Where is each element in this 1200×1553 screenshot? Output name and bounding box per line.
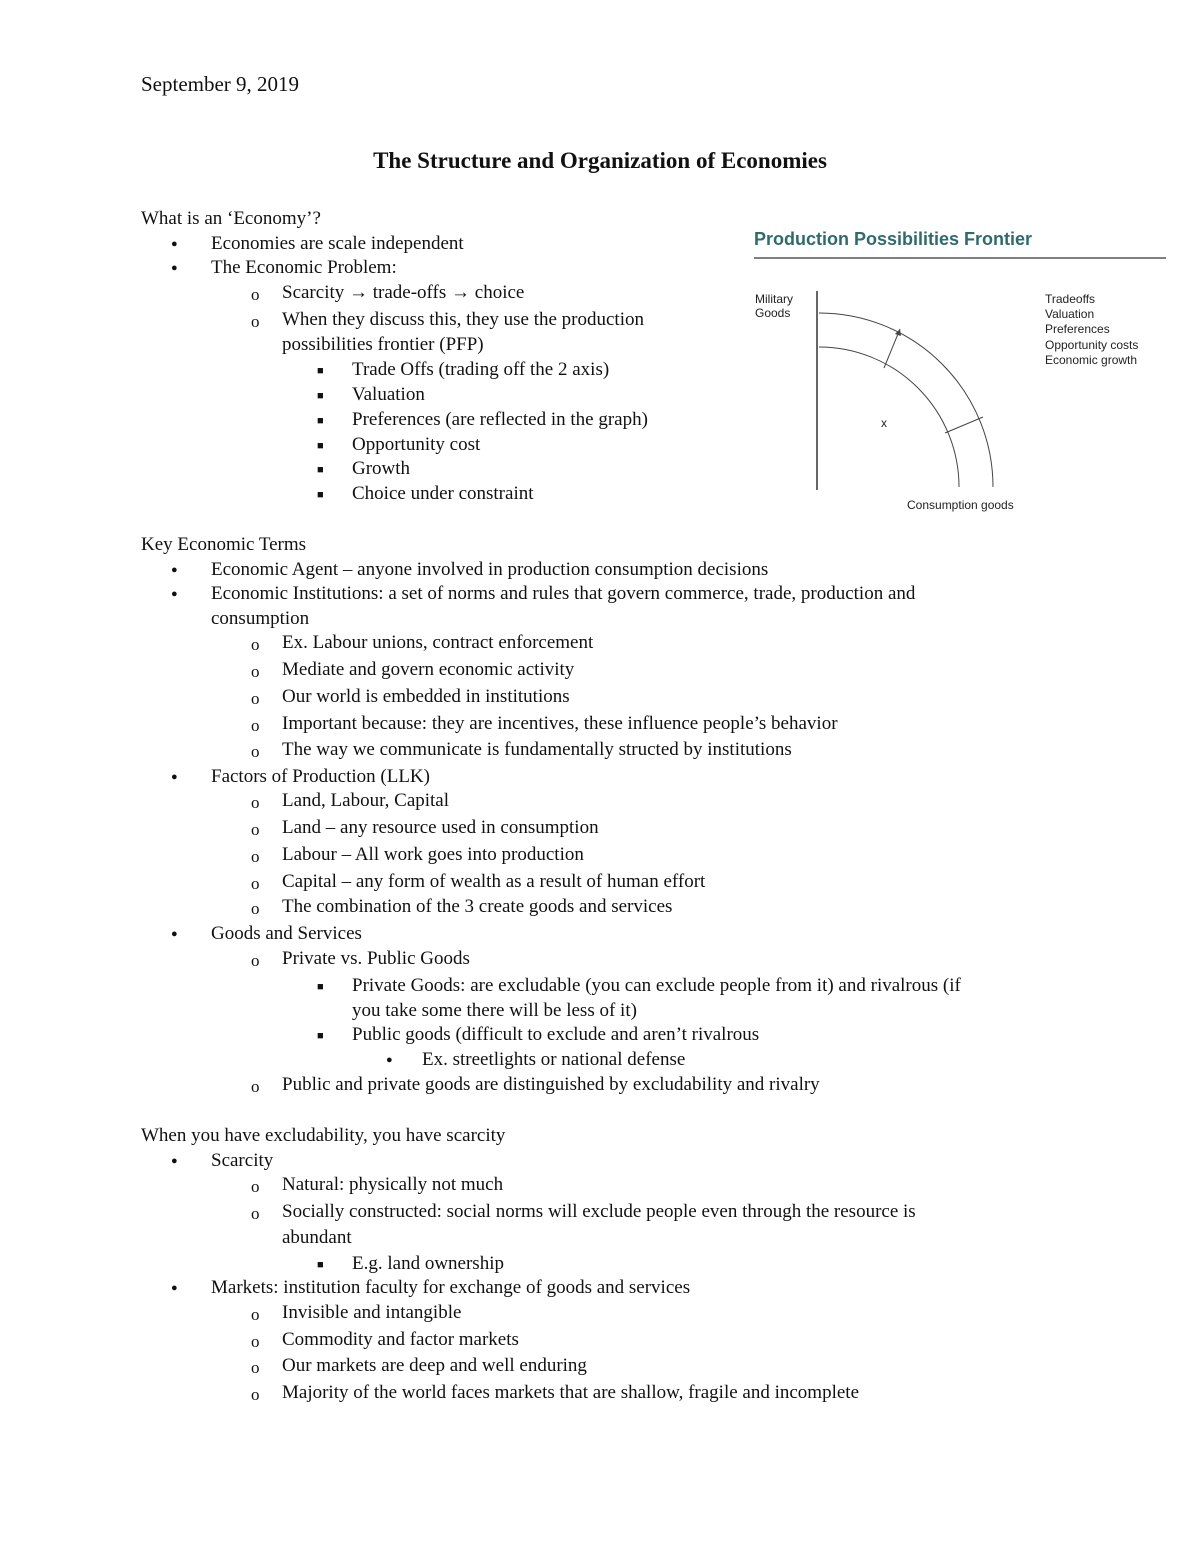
list-item: Public goods (difficult to exclude and aren’t rivalrous <box>352 1024 760 1045</box>
list-item: Choice under constraint <box>352 483 534 504</box>
square-marker: ■ <box>317 1030 324 1042</box>
ppf-curve-inner <box>819 347 959 487</box>
list-item: Commodity and factor markets <box>282 1329 519 1350</box>
bullet-marker: ● <box>171 588 178 600</box>
list-item: Our world is embedded in institutions <box>282 686 570 707</box>
section-heading-scarcity: When you have excludability, you have scarcity <box>141 1125 506 1146</box>
list-item: E.g. land ownership <box>352 1253 504 1274</box>
bullet-marker: ● <box>171 238 178 250</box>
list-item: Scarcity → trade-offs → choice <box>282 282 525 303</box>
square-marker: ■ <box>317 440 324 452</box>
list-item: Natural: physically not much <box>282 1174 504 1195</box>
square-marker: ■ <box>317 981 324 993</box>
list-item-continued: possibilities frontier (PFP) <box>282 334 484 355</box>
list-item: Important because: they are incentives, these influence people’s behavior <box>282 713 838 734</box>
list-item: The Economic Problem: <box>211 257 397 278</box>
list-item: The way we communicate is fundamentally structed by institutions <box>282 739 792 760</box>
list-item-continued: you take some there will be less of it) <box>352 1000 637 1021</box>
figure-note: Preferences <box>1045 322 1110 336</box>
list-item: Socially constructed: social norms will exclude people even through the resource is <box>282 1201 916 1222</box>
circle-marker: o <box>251 847 260 866</box>
circle-marker: o <box>251 635 260 654</box>
list-item: Capital – any form of wealth as a result of human effort <box>282 871 706 892</box>
ppf-figure <box>750 225 1170 525</box>
list-item: Labour – All work goes into production <box>282 844 584 865</box>
list-item: Majority of the world faces markets that are shallow, fragile and incomplete <box>282 1382 860 1403</box>
circle-marker: o <box>251 662 260 681</box>
circle-marker: o <box>251 689 260 708</box>
list-item: Our markets are deep and well enduring <box>282 1355 587 1376</box>
list-item: Land, Labour, Capital <box>282 790 450 811</box>
square-marker: ■ <box>317 489 324 501</box>
figure-note: Economic growth <box>1045 353 1138 367</box>
list-item: Opportunity cost <box>352 434 481 455</box>
circle-marker: o <box>251 793 260 812</box>
list-item: Growth <box>352 458 411 479</box>
circle-marker: o <box>251 1177 260 1196</box>
bullet-marker: ● <box>171 1282 178 1294</box>
x-axis-label: Consumption goods <box>907 498 1014 512</box>
list-item: Markets: institution faculty for exchange of goods and services <box>211 1277 691 1298</box>
list-item: Scarcity <box>211 1150 274 1171</box>
list-item: Private vs. Public Goods <box>282 948 470 969</box>
list-item: The combination of the 3 create goods and services <box>282 896 673 917</box>
square-marker: ■ <box>317 415 324 427</box>
figure-note: Opportunity costs <box>1045 338 1139 352</box>
section-heading-economy: What is an ‘Economy’? <box>141 208 321 229</box>
document-title: The Structure and Organization of Economies <box>373 148 827 173</box>
square-marker: ■ <box>317 365 324 377</box>
circle-marker: o <box>251 742 260 761</box>
figure-note: Valuation <box>1045 307 1095 321</box>
bullet-marker: ● <box>386 1054 393 1066</box>
circle-marker: o <box>251 285 260 304</box>
circle-marker: o <box>251 874 260 893</box>
list-item-continued: abundant <box>282 1227 352 1248</box>
arrowhead <box>895 329 901 336</box>
bullet-marker: ● <box>171 564 178 576</box>
ppf-curve-outer <box>819 313 993 487</box>
circle-marker: o <box>251 1305 260 1324</box>
bullet-marker: ● <box>171 262 178 274</box>
list-item: Economies are scale independent <box>211 233 464 254</box>
circle-marker: o <box>251 899 260 918</box>
list-item: Goods and Services <box>211 923 362 944</box>
growth-arrow-lower <box>945 417 983 433</box>
list-item-continued: consumption <box>211 608 310 629</box>
circle-marker: o <box>251 1077 260 1096</box>
circle-marker: o <box>251 1385 260 1404</box>
y-axis-label-line2: Goods <box>755 306 791 320</box>
square-marker: ■ <box>317 464 324 476</box>
bullet-marker: ● <box>171 928 178 940</box>
list-item: Public and private goods are distinguished by excludability and rivalry <box>282 1074 820 1095</box>
circle-marker: o <box>251 716 260 735</box>
list-item: Trade Offs (trading off the 2 axis) <box>352 359 610 380</box>
list-item: Ex. Labour unions, contract enforcement <box>282 632 594 653</box>
circle-marker: o <box>251 312 260 331</box>
list-item: Ex. streetlights or national defense <box>422 1049 686 1070</box>
list-item: When they discuss this, they use the production <box>282 309 644 330</box>
list-item: Mediate and govern economic activity <box>282 659 575 680</box>
circle-marker: o <box>251 1204 260 1223</box>
section-heading-key-terms: Key Economic Terms <box>141 534 307 555</box>
list-item: Preferences (are reflected in the graph) <box>352 409 648 430</box>
list-item: Factors of Production (LLK) <box>211 766 430 787</box>
circle-marker: o <box>251 820 260 839</box>
square-marker: ■ <box>317 1259 324 1271</box>
figure-title: Production Possibilities Frontier <box>754 229 1033 249</box>
square-marker: ■ <box>317 390 324 402</box>
document-date: September 9, 2019 <box>141 72 300 96</box>
figure-note: Tradeoffs <box>1045 292 1096 306</box>
list-item: Valuation <box>352 384 425 405</box>
list-item: Private Goods: are excludable (you can exclude people from it) and rivalrous (if <box>352 975 961 996</box>
list-item: Economic Agent – anyone involved in production consumption decisions <box>211 559 769 580</box>
bullet-marker: ● <box>171 771 178 783</box>
list-item: Land – any resource used in consumption <box>282 817 599 838</box>
circle-marker: o <box>251 951 260 970</box>
point-x-label: x <box>881 416 887 430</box>
bullet-marker: ● <box>171 1155 178 1167</box>
y-axis-label-line1: Military <box>755 292 793 306</box>
list-item: Invisible and intangible <box>282 1302 462 1323</box>
circle-marker: o <box>251 1332 260 1351</box>
circle-marker: o <box>251 1358 260 1377</box>
list-item: Economic Institutions: a set of norms and rules that govern commerce, trade, production and <box>211 583 916 604</box>
